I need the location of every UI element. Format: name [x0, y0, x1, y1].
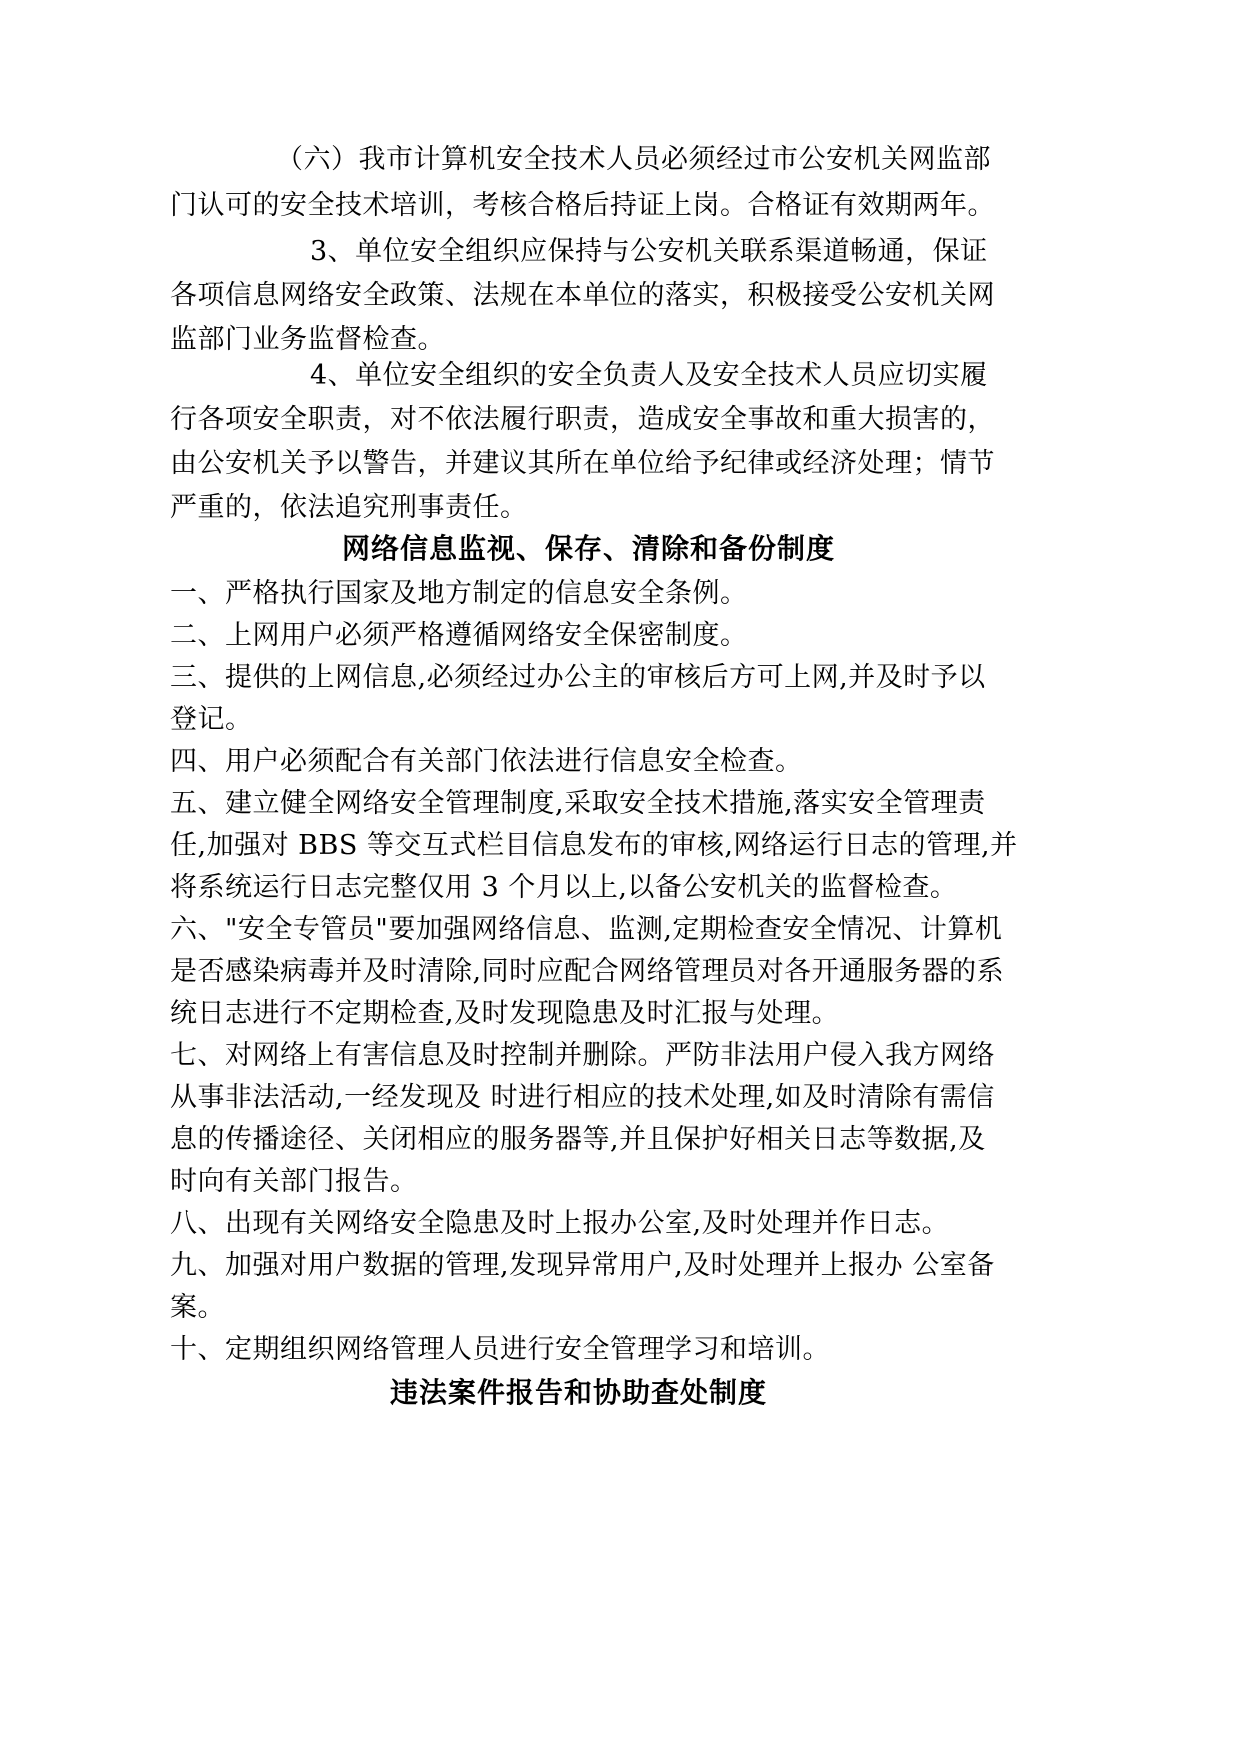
paragraph-line: 门认可的安全技术培训，考核合格后持证上岗。合格证有效期两年。 [170, 190, 995, 221]
paragraph-line: （六）我市计算机安全技术人员必须经过市公安机关网监部 [276, 144, 991, 175]
section-title: 网络信息监视、保存、清除和备份制度 [342, 532, 836, 565]
list-item-line: 统日志进行不定期检查,及时发现隐患及时汇报与处理。 [170, 998, 840, 1029]
list-item-line: 时向有关部门报告。 [170, 1166, 418, 1197]
list-item-line: 五、建立健全网络安全管理制度,采取安全技术措施,落实安全管理责 [170, 788, 986, 819]
list-item-line: 任,加强对 BBS 等交互式栏目信息发布的审核,网络运行日志的管理,并 [170, 830, 1018, 861]
paragraph-line: 各项信息网络安全政策、法规在本单位的落实，积极接受公安机关网 [170, 280, 995, 311]
list-item-line: 是否感染病毒并及时清除,同时应配合网络管理员对各开通服务器的系 [170, 956, 1005, 987]
paragraph-line: 4、单位安全组织的安全负责人及安全技术人员应切实履 [310, 360, 988, 391]
list-item-line: 三、提供的上网信息,必须经过办公主的审核后方可上网,并及时予以 [170, 662, 986, 693]
paragraph-line: 3、单位安全组织应保持与公安机关联系渠道畅通，保证 [310, 236, 988, 267]
paragraph-line: 行各项安全职责，对不依法履行职责，造成安全事故和重大损害的， [170, 404, 995, 435]
list-item-line: 将系统运行日志完整仅用 3 个月以上,以备公安机关的监督检查。 [170, 872, 958, 903]
list-item-line: 登记。 [170, 704, 253, 735]
list-item-line: 八、出现有关网络安全隐患及时上报办公室,及时处理并作日志。 [170, 1208, 950, 1239]
list-item-line: 四、用户必须配合有关部门依法进行信息安全检查。 [170, 746, 803, 777]
list-item-line: 一、严格执行国家及地方制定的信息安全条例。 [170, 578, 748, 609]
paragraph-line: 监部门业务监督检查。 [170, 324, 445, 355]
list-item-line: 十、定期组织网络管理人员进行安全管理学习和培训。 [170, 1334, 830, 1365]
paragraph-line: 由公安机关予以警告，并建议其所在单位给予纪律或经济处理；情节 [170, 448, 995, 479]
section-title: 违法案件报告和协助查处制度 [390, 1376, 768, 1409]
list-item-line: 案。 [170, 1292, 225, 1323]
list-item-line: 从事非法活动,一经发现及 时进行相应的技术处理,如及时清除有需信 [170, 1082, 995, 1113]
list-item-line: 七、对网络上有害信息及时控制并删除。严防非法用户侵入我方网络 [170, 1040, 995, 1071]
list-item-line: 二、上网用户必须严格遵循网络安全保密制度。 [170, 620, 748, 651]
list-item-line: 六、"安全专管员"要加强网络信息、监测,定期检查安全情况、计算机 [170, 914, 1003, 945]
list-item-line: 息的传播途径、关闭相应的服务器等,并且保护好相关日志等数据,及 [170, 1124, 986, 1155]
paragraph-line: 严重的，依法追究刑事责任。 [170, 492, 528, 523]
list-item-line: 九、加强对用户数据的管理,发现异常用户,及时处理并上报办 公室备 [170, 1250, 995, 1281]
